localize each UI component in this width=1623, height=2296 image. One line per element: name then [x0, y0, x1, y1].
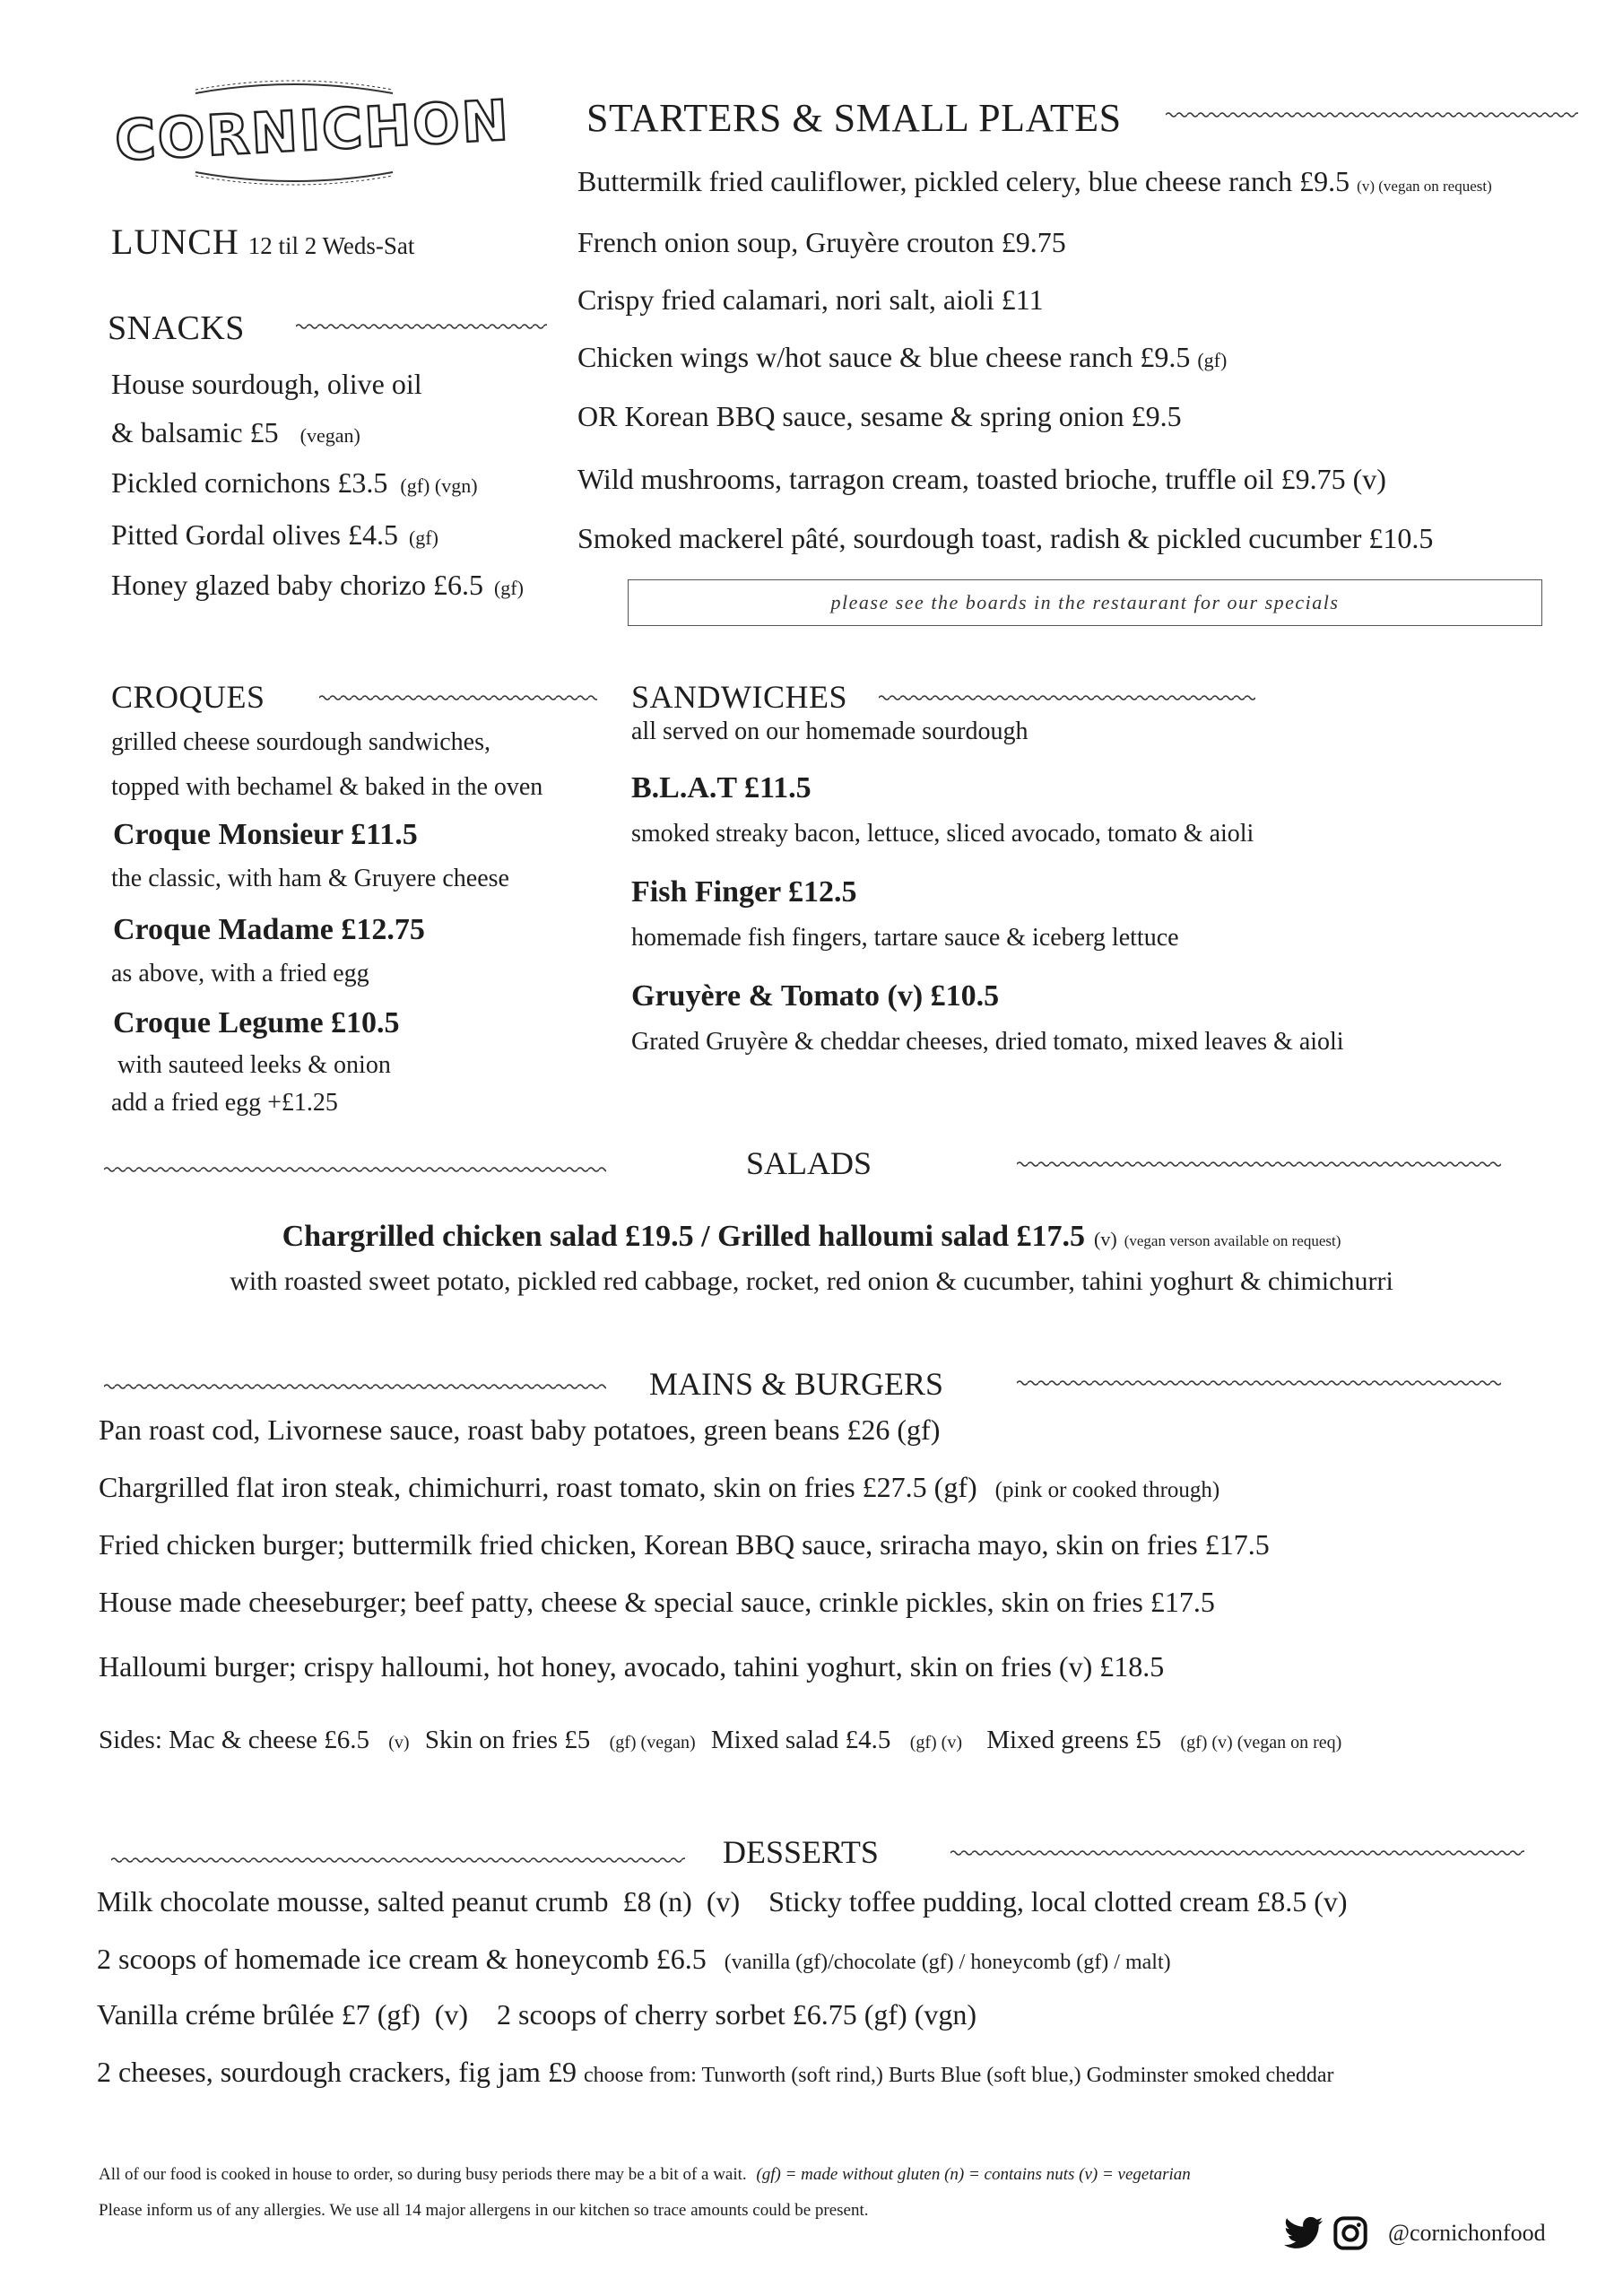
croques-heading: CROQUES	[111, 679, 265, 715]
croques-intro: grilled cheese sourdough sandwiches,	[111, 728, 490, 756]
starters-item: Buttermilk fried cauliflower, pickled celery, blue cheese ranch £9.5 (v) (vegan on request)	[577, 165, 1492, 197]
desserts-row: 2 scoops of homemade ice cream & honeycomb £6.5 (vanilla (gf)/chocolate (gf) / honeycomb (gf) / malt)	[97, 1943, 1171, 1975]
sandwich-item-desc: smoked streaky bacon, lettuce, sliced avocado, tomato & aioli	[631, 820, 1254, 848]
logo-text: CORNICHON	[113, 87, 512, 174]
starters-item: Wild mushrooms, tarragon cream, toasted brioche, truffle oil £9.75 (v)	[577, 463, 1386, 495]
desserts-row: Milk chocolate mousse, salted peanut crumb £8 (n) (v) Sticky toffee pudding, local clotted cream £8.5 (v)	[97, 1885, 1348, 1918]
starters-item: French onion soup, Gruyère crouton £9.75	[577, 226, 1066, 258]
salads-title: Chargrilled chicken salad £19.5 / Grilled halloumi salad £17.5	[282, 1220, 1086, 1253]
sandwich-item-desc: Grated Gruyère & cheddar cheeses, dried tomato, mixed leaves & aioli	[631, 1028, 1344, 1056]
croque-item-name: Croque Madame £12.75	[113, 913, 425, 946]
salads-desc: with roasted sweet potato, pickled red cabbage, rocket, red onion & cucumber, tahini yoghurt & chimichurri	[230, 1266, 1393, 1296]
croque-item-desc: as above, with a fried egg	[111, 960, 369, 987]
salads-heading: SALADS	[746, 1145, 872, 1181]
desserts-row: Vanilla créme brûlée £7 (gf) (v) 2 scoops of cherry sorbet £6.75 (gf) (vgn)	[97, 1998, 976, 2031]
specials-note: please see the boards in the restaurant for our specials	[628, 579, 1542, 626]
sandwiches-divider	[879, 691, 1255, 705]
salads-title-line	[0, 1220, 1623, 1254]
snacks-divider	[296, 319, 547, 334]
croque-item-desc: the classic, with ham & Gruyere cheese	[111, 865, 509, 892]
side-item: Sides: Mac & cheese £6.5	[99, 1726, 370, 1754]
croque-addon: add a fried egg +£1.25	[111, 1089, 338, 1117]
snacks-heading: SNACKS	[108, 309, 245, 347]
starters-item: Crispy fried calamari, nori salt, aioli £11	[577, 283, 1044, 316]
twitter-icon[interactable]	[1284, 2216, 1324, 2250]
desserts-divider-left	[111, 1853, 685, 1867]
starters-item: Smoked mackerel pâté, sourdough toast, radish & pickled cucumber £10.5	[577, 522, 1434, 554]
instagram-icon[interactable]	[1332, 2215, 1368, 2251]
sandwiches-intro: all served on our homemade sourdough	[631, 718, 1028, 745]
snacks-item: Pickled cornichons £3.5 (gf) (vgn)	[111, 466, 478, 499]
croques-divider	[319, 691, 597, 705]
desserts-heading: DESSERTS	[723, 1834, 879, 1870]
sandwich-item-name: Fish Finger £12.5	[631, 875, 857, 909]
croques-intro: topped with bechamel & baked in the oven	[111, 773, 543, 801]
mains-item: Halloumi burger; crispy halloumi, hot honey, avocado, tahini yoghurt, skin on fries (v) £18.5	[99, 1650, 1165, 1683]
desserts-row: 2 cheeses, sourdough crackers, fig jam £9 choose from: Tunworth (soft rind,) Burts Blue (soft blue,) Godminster smoked cheddar	[97, 2056, 1334, 2088]
mains-divider-right	[1017, 1376, 1501, 1390]
snacks-item: & balsamic £5 (vegan)	[111, 416, 360, 448]
mains-heading: MAINS & BURGERS	[649, 1366, 944, 1402]
social-line	[1284, 2215, 1546, 2251]
lunch-line	[111, 221, 414, 263]
mains-divider-left	[104, 1379, 606, 1394]
side-item: Mixed salad £4.5	[710, 1726, 891, 1754]
croque-item-desc: with sauteed leeks & onion	[111, 1051, 391, 1079]
footer-line-2: Please inform us of any allergies. We use all 14 major allergens in our kitchen so trace amounts could be present.	[99, 2201, 869, 2220]
starters-heading: STARTERS & SMALL PLATES	[586, 96, 1122, 140]
mains-item: Pan roast cod, Livornese sauce, roast baby potatoes, green beans £26 (gf)	[99, 1413, 941, 1446]
snacks-item: House sourdough, olive oil	[111, 368, 422, 400]
lunch-hours: 12 til 2 Weds-Sat	[247, 232, 415, 259]
side-item: Skin on fries £5	[424, 1726, 591, 1754]
footer-line-1: All of our food is cooked in house to order, so during busy periods there may be a bit of a wait. (gf) = made without gluten (n) = contains nuts (v) = vegetarian	[99, 2165, 1191, 2184]
mains-item: Fried chicken burger; buttermilk fried chicken, Korean BBQ sauce, sriracha mayo, skin on fries £17.5	[99, 1528, 1270, 1561]
mains-item: Chargrilled flat iron steak, chimichurri, roast tomato, skin on fries £27.5 (gf) (pink or cooked through)	[99, 1471, 1220, 1503]
starters-divider	[1166, 108, 1578, 122]
croque-item-name: Croque Monsieur £11.5	[113, 818, 418, 851]
starters-item: Chicken wings w/hot sauce & blue cheese ranch £9.5 (gf)	[577, 341, 1228, 373]
desserts-divider-right	[950, 1846, 1524, 1860]
salads-divider-right	[1017, 1157, 1501, 1171]
salads-title-note: (vegan verson available on request)	[1124, 1232, 1341, 1249]
sandwiches-heading: SANDWICHES	[631, 679, 848, 715]
starters-item: OR Korean BBQ sauce, sesame & spring onion £9.5	[577, 400, 1182, 432]
sandwich-item-name: B.L.A.T £11.5	[631, 771, 812, 804]
sandwich-item-desc: homemade fish fingers, tartare sauce & iceberg lettuce	[631, 924, 1179, 952]
allergen-key: (gf) = made without gluten (n) = contains nuts (v) = vegetarian	[756, 2165, 1191, 2184]
snacks-item: Honey glazed baby chorizo £6.5 (gf)	[111, 569, 524, 601]
salads-title-tag: (v)	[1094, 1228, 1117, 1250]
side-item: Mixed greens £5	[986, 1726, 1162, 1754]
salads-divider-left	[104, 1162, 606, 1177]
mains-item: House made cheeseburger; beef patty, cheese & special sauce, crinkle pickles, skin on fries £17.5	[99, 1586, 1215, 1618]
snacks-item: Pitted Gordal olives £4.5 (gf)	[111, 518, 438, 551]
croque-item-name: Croque Legume £10.5	[113, 1006, 400, 1039]
sandwich-item-name: Gruyère & Tomato (v) £10.5	[631, 979, 1000, 1013]
social-handle[interactable]: @cornichonfood	[1388, 2220, 1546, 2246]
sides-line: Sides: Mac & cheese £6.5 (v) Skin on fries £5 (gf) (vegan) Mixed salad £4.5 (gf) (v) Mixed greens £5 (gf) (v) (vegan on req)	[99, 1726, 1342, 1754]
lunch-label: LUNCH	[111, 222, 239, 262]
logo	[113, 79, 512, 187]
